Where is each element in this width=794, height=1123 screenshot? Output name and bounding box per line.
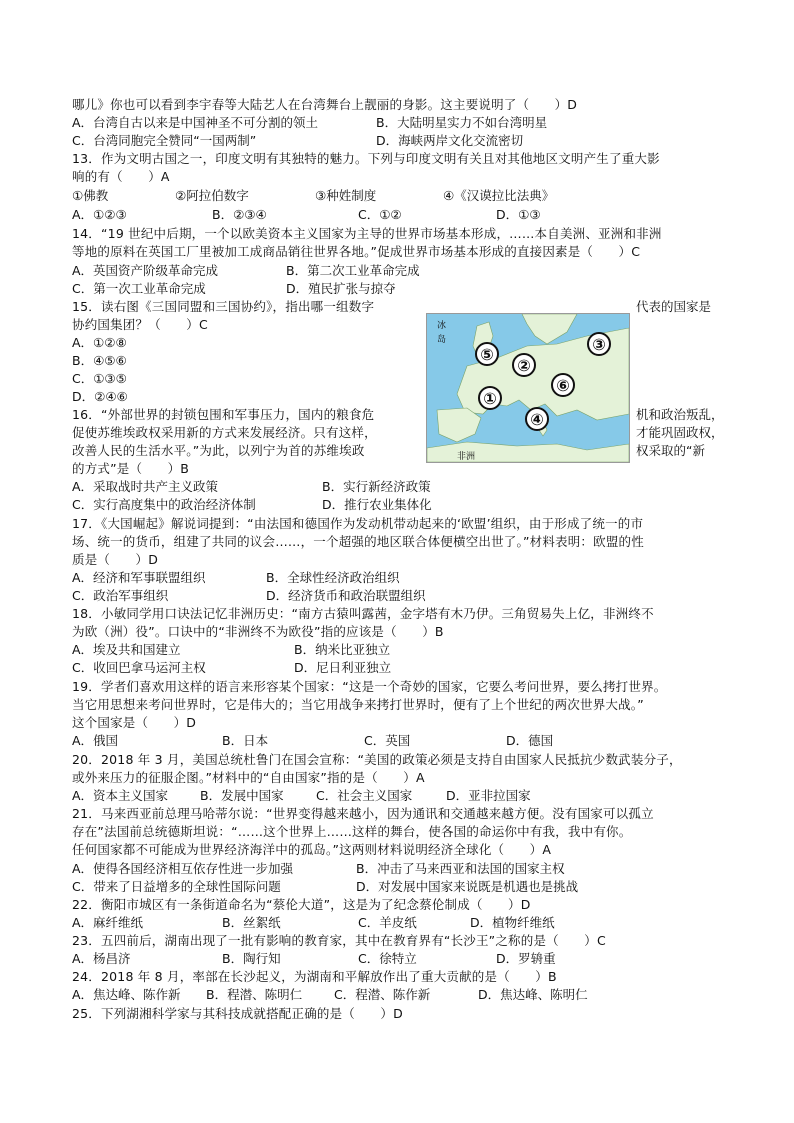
map-label-island: 岛 [437,335,447,345]
q21-stem-2: 存在”法国前总统德斯坦说：“……这个世界上……这样的舞台，使各国的命运你中有我，我中有你。 [72,824,632,839]
q18-stem-2: 为欧（洲）役”。口诀中的“非洲终不为欧役”指的应该是（ ）B [72,624,444,639]
svg-text:②: ② [517,356,531,375]
q13-option-a: A．①②③ [72,207,127,222]
q20-stem-2: 或外来压力的征服企图。”材料中的“自由国家”指的是（ ）A [72,770,425,785]
q12-option-a: A．台湾自古以来是中国神圣不可分割的领土 [72,115,319,130]
q19-stem-1: 19．学者们喜欢用这样的语言来形容某个国家：“这是一个奇妙的国家，它要么考问世界，要么拷打世界。 [72,679,667,694]
q23-option-a: A．杨昌济 [72,951,131,966]
q13-item-3: ③种姓制度 [315,188,377,203]
q13-item-2: ②阿拉伯数字 [175,188,249,203]
q16-option-b: B．实行新经济政策 [322,479,431,494]
q23-option-b: B．陶行知 [222,951,281,966]
q21-option-b: B．冲击了马来西亚和法国的国家主权 [356,861,565,876]
q17-option-d: D．经济货币和政治联盟组织 [266,588,426,603]
q18-option-d: D．尼日利亚独立 [294,660,392,675]
q24-option-a: A．焦达峰、陈作新 [72,987,181,1002]
q15-option-b: B．④⑤⑥ [72,353,127,368]
q15-option-a: A．①②⑧ [72,335,127,350]
q13-stem-1: 13．作为文明古国之一，印度文明有其独特的魅力。下列与印度文明有关且对其他地区文明产生了重大影 [72,151,660,166]
q24-option-c: C．程潜、陈作新 [334,987,431,1002]
q19-option-b: B．日本 [222,733,269,748]
q16-stem-2-tail: 才能巩固政权， [636,425,724,440]
q16-option-a: A．采取战时共产主义政策 [72,479,219,494]
q20-option-d: D．亚非拉国家 [446,788,531,803]
q17-stem-2: 场、统一的货币，组建了共同的议会……，一个超强的地区联合体便横空出世了。”材料表明：欧盟的性 [72,534,644,549]
q14-option-d: D．殖民扩张与掠夺 [286,281,396,296]
q19-option-a: A．俄国 [72,733,119,748]
q19-stem-3: 这个国家是（ ）D [72,715,197,730]
q21-option-d: D．对发展中国家来说既是机遇也是挑战 [356,879,579,894]
q17-option-b: B．全球性经济政治组织 [266,570,400,585]
q22-option-a: A．麻纤维纸 [72,915,144,930]
map-marker-5 [476,343,498,365]
q14-option-c: C．第一次工业革命完成 [72,281,206,296]
q22-option-c: C．羊皮纸 [358,915,417,930]
q16-stem-3: 改善人民的生活水平。”为此，以列宁为首的苏维埃政 [72,443,365,458]
q19-option-d: D．德国 [506,733,554,748]
q14-option-a: A．英国资产阶级革命完成 [72,263,219,278]
map-marker-3 [588,333,610,355]
q18-option-a: A．埃及共和国建立 [72,642,181,657]
q13-option-b: B．②③④ [212,207,267,222]
q14-stem-2: 等地的原料在英国工厂里被加工成商品销往世界各地。”促成世界市场基本形成的直接因素是（ ）C [72,244,641,259]
q14-option-b: B．第二次工业革命完成 [286,263,420,278]
q23-option-c: C．徐特立 [358,951,417,966]
alliance-map-svg [427,314,629,462]
q17-stem-1: 17．《大国崛起》解说词提到：“由法国和德国作为发动机带动起来的‘欧盟’组织，由于形成了统一的市 [72,516,644,531]
q17-option-a: A．经济和军事联盟组织 [72,570,206,585]
q24-option-b: B．程潜、陈明仁 [206,987,303,1002]
q12-option-c: C．台湾同胞完全赞同“一国两制” [72,133,257,148]
q13-option-d: D．①③ [496,207,541,222]
q23-option-d: D．罗辀重 [496,951,556,966]
svg-text:⑥: ⑥ [556,376,570,395]
q19-option-c: C．英国 [364,733,411,748]
alliance-map [426,313,630,463]
q25-stem: 25．下列湖湘科学家与其科技成就搭配正确的是（ ）D [72,1006,403,1021]
q22-option-d: D．植物纤维纸 [470,915,555,930]
q12-option-b: B．大陆明星实力不如台湾明星 [376,115,548,130]
map-label-ice: 冰 [437,321,447,331]
map-label-africa: 非洲 [457,452,476,462]
q23-stem: 23．五四前后，湖南出现了一批有影响的教育家，其中在教育界有“长沙王”之称的是（ ）C [72,933,606,948]
q20-option-c: C．社会主义国家 [316,788,413,803]
svg-text:①: ① [483,389,497,408]
svg-text:⑤: ⑤ [480,345,494,364]
q20-stem-1: 20．2018 年 3 月，美国总统杜鲁门在国会宣称：“美国的政策必须是支持自由国家人民抵抗少数武装分子， [72,752,682,767]
q18-option-b: B．纳米比亚独立 [294,642,391,657]
q21-stem-1: 21．马来西亚前总理马哈蒂尔说：“世界变得越来越小，因为通讯和交通越来越方便。没有国家可以孤立 [72,806,654,821]
svg-text:④: ④ [530,410,544,429]
map-marker-1 [479,387,501,409]
q16-stem-3-tail: 权采取的“新 [636,443,705,458]
q22-stem: 22．衡阳市城区有一条街道命名为“蔡伦大道”，这是为了纪念蔡伦制成（ ）D [72,897,531,912]
q15-stem-2: 协约国集团？（ ）C [72,317,208,332]
q15-option-c: C．①③⑤ [72,371,127,386]
q13-stem-2: 响的有（ ）A [72,169,170,184]
q14-stem-1: 14．“19 世纪中后期，一个以欧美资本主义国家为主导的世界市场基本形成，……本自美洲、亚洲和非洲 [72,226,662,241]
q16-stem-1: 16．“外部世界的封锁包围和军事压力，国内的粮食危 [72,407,375,422]
map-marker-6 [552,374,574,396]
map-marker-2 [513,354,535,376]
q21-option-c: C．带来了日益增多的全球性国际问题 [72,879,281,894]
q20-option-b: B．发展中国家 [200,788,284,803]
q13-item-1: ①佛教 [72,188,109,203]
q19-stem-2: 当它用思想来考问世界时，它是伟大的；当它用战争来拷打世界时，便有了上个世纪的两次世界大战。” [72,697,644,712]
q22-option-b: B．丝絮纸 [222,915,281,930]
q21-option-a: A．使得各国经济相互依存性进一步加强 [72,861,294,876]
q15-stem-tail: 代表的国家是 [636,299,712,314]
map-marker-4 [526,408,548,430]
q20-option-a: A．资本主义国家 [72,788,169,803]
q16-option-d: D．推行农业集体化 [322,497,432,512]
q18-stem-1: 18．小敏同学用口诀法记忆非洲历史：“南方古猿叫露茜，金字塔有木乃伊。三角贸易失上亿，非洲终不 [72,606,654,621]
q18-option-c: C．收回巴拿马运河主权 [72,660,206,675]
q13-item-4: ④《汉谟拉比法典》 [443,188,555,203]
q12-option-d: D．海峡两岸文化交流密切 [376,133,524,148]
q21-stem-3: 任何国家都不可能成为世界经济海洋中的孤岛。”这两则材料说明经济全球化（ ）A [72,842,552,857]
q15-stem-1: 15．读右图《三国同盟和三国协约》，指出哪一组数字 [72,299,375,314]
q16-stem-1-tail: 机和政治叛乱， [636,407,724,422]
svg-text:③: ③ [592,335,606,354]
q16-option-c: C．实行高度集中的政治经济体制 [72,497,256,512]
q24-stem: 24．2018 年 8 月，率部在长沙起义，为湖南和平解放作出了重大贡献的是（ ）B [72,969,557,984]
q24-option-d: D．焦达峰、陈明仁 [478,987,588,1002]
q13-option-c: C．①② [358,207,402,222]
q16-stem-4: 的方式”是（ ）B [72,461,190,476]
q17-stem-3: 质是（ ）D [72,552,159,567]
q12-stem: 哪儿》你也可以看到李宇春等大陆艺人在台湾舞台上靓丽的身影。这主要说明了（ ）D [72,97,578,112]
q16-stem-2: 促使苏维埃政权采用新的方式来发展经济。只有这样， [72,425,377,440]
q17-option-c: C．政治军事组织 [72,588,169,603]
q15-option-d: D．②④⑥ [72,389,128,404]
